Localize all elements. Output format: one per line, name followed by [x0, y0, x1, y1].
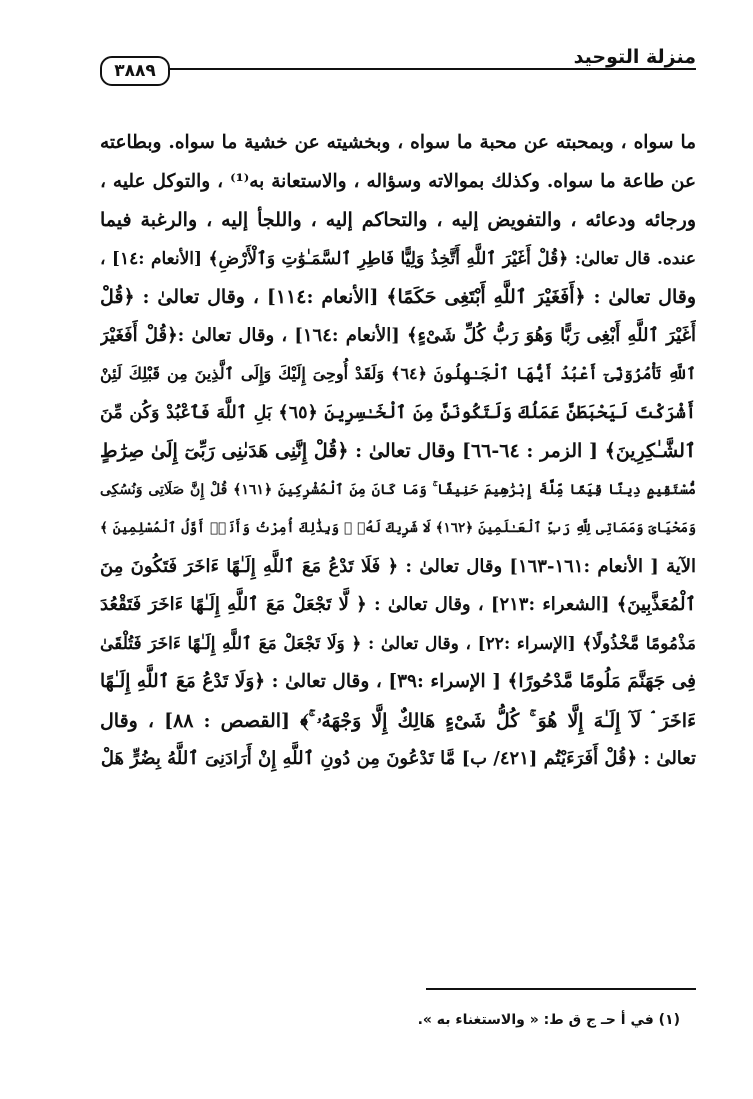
text-line: فِى جَهَنَّمَ مَلُومًا مَّدْحُورًا﴾ [ الإسراء :٣٩] ، وقال تعالىٰ : ﴿وَلَا تَدْعُ مَعَ ٱللَّهِ إِلَـٰهًا [100, 671, 696, 692]
text-line: مَذْمُومًا مَّخْذُولًا﴾ [الإسراء :٢٢] ، وقال تعالىٰ : ﴿ وَلَا تَجْعَلْ مَعَ ٱللَّهِ إِلَـٰهًا ءَاخَرَ فَتُلْقَىٰ [100, 633, 696, 654]
text-line: الآية [ الأنعام :١٦١-١٦٣] وقال تعالىٰ : ﴿ فَلَا تَدْعُ مَعَ ٱللَّهِ إِلَـٰهًا ءَاخَرَ فَتَكُونَ مِنَ [100, 555, 696, 577]
text-line: عنده. قال تعالىٰ: ﴿قُلْ أَغَيْرَ ٱللَّهِ أَتَّخِذُ وَلِيًّا فَاطِرِ ٱلسَّمَـٰوَٰتِ وَٱلْأَرْضِ﴾ [الأنعام :١٤] ، [100, 248, 696, 269]
text-line: وقال تعالىٰ : ﴿أَفَغَيْرَ ٱللَّهِ أَبْتَغِى حَكَمًا﴾ [الأنعام :١١٤] ، وقال تعالىٰ : ﴿قُلْ [100, 286, 696, 308]
page-number-badge: ٣٨٨٩ [100, 56, 170, 86]
text-line: ءَاخَرَ ۘ لَآ إِلَـٰهَ إِلَّا هُوَ ۚ كُلُّ شَىْءٍ هَالِكٌ إِلَّا وَجْهَهُۥ ۚ﴾ [القصص : ٨٨] ، وقال [100, 709, 696, 732]
text-line: ٱلشَّـٰكِرِينَ﴾ [ الزمر : ٦٤-٦٦] وقال تعالىٰ : ﴿قُلْ إِنَّنِى هَدَىٰنِى رَبِّىٓ إِلَىٰ صِرَٰطٍ [100, 440, 696, 462]
text-line: ما سواه ، وبمحبته عن محبة ما سواه ، وبخشيته عن خشية ما سواه. وبطاعته [100, 132, 696, 153]
text-line: أَغَيْرَ ٱللَّهِ أَبْغِى رَبًّا وَهُوَ رَبُّ كُلِّ شَىْءٍ﴾ [الأنعام :١٦٤] ، وقال تعالىٰ :﴿قُلْ أَفَغَيْرَ [100, 324, 696, 346]
text-line: تعالىٰ : ﴿قُلْ أَفَرَءَيْتُم [٤٢١/ ب] مَّا تَدْعُونَ مِن دُونِ ٱللَّهِ إِنْ أَرَادَنِىَ ٱللَّهُ بِضُرٍّ هَلْ [100, 748, 696, 769]
footnote: (١) في أ حـ ج ق ط: « والاستغناء به ». [417, 1012, 680, 1028]
text-line: ٱلْمُعَذَّبِينَ﴾ [الشعراء :٢١٣] ، وقال تعالىٰ : ﴿ لَّا تَجْعَلْ مَعَ ٱللَّهِ إِلَـٰهًا ءَاخَرَ فَتَقْعُدَ [100, 594, 696, 615]
text-line: وَمَحْيَاىَ وَمَمَاتِى لِلَّهِ رَبِّ ٱلْعَـٰلَمِينَ ﴿١٦٢﴾ لَا شَرِيكَ لَهُۥ ۖ وَبِذَٰلِكَ أُمِرْتُ وَأَنَا۠ أَوَّلُ ٱلْمُسْلِمِينَ ﴾ [100, 520, 696, 536]
text-line: أَشْرَكْتَ لَيَحْبَطَنَّ عَمَلُكَ وَلَتَكُونَنَّ مِنَ ٱلْخَـٰسِرِينَ ﴿٦٥﴾ بَلِ ٱللَّهَ فَٱعْبُدْ وَكُن مِّنَ [100, 402, 696, 423]
page-header [96, 42, 696, 86]
text-line: عن طاعة ما سواه. وكذلك بموالاته وسؤاله ، والاستعانة به⁽¹⁾ ، والتوكل عليه ، [100, 170, 696, 192]
running-title: منزلة التوحيد [573, 46, 696, 68]
text-line: مُّسْتَقِيمٍ دِينًا قِيَمًا مِّلَّةَ إِبْرَٰهِيمَ حَنِيفًا ۚ وَمَا كَانَ مِنَ ٱلْمُشْرِكِينَ ﴿١٦١﴾ قُلْ إِنَّ صَلَاتِى وَنُسُكِى [100, 481, 696, 498]
text-line: ورجائه ودعائه ، والتفويض إليه ، والتحاكم إليه ، واللجأ إليه ، والرغبة فيما [100, 209, 696, 231]
text-line: ٱللَّهِ تَأْمُرُوٓنِّىٓ أَعْبُدُ أَيُّهَا ٱلْجَـٰهِلُونَ ﴿٦٤﴾ وَلَقَدْ أُوحِىَ إِلَيْكَ وَإِلَى ٱلَّذِينَ مِن قَبْلِكَ لَئِنْ [100, 364, 696, 383]
header-rule [168, 68, 696, 70]
footnote-separator [426, 988, 696, 990]
body-text [100, 124, 696, 779]
